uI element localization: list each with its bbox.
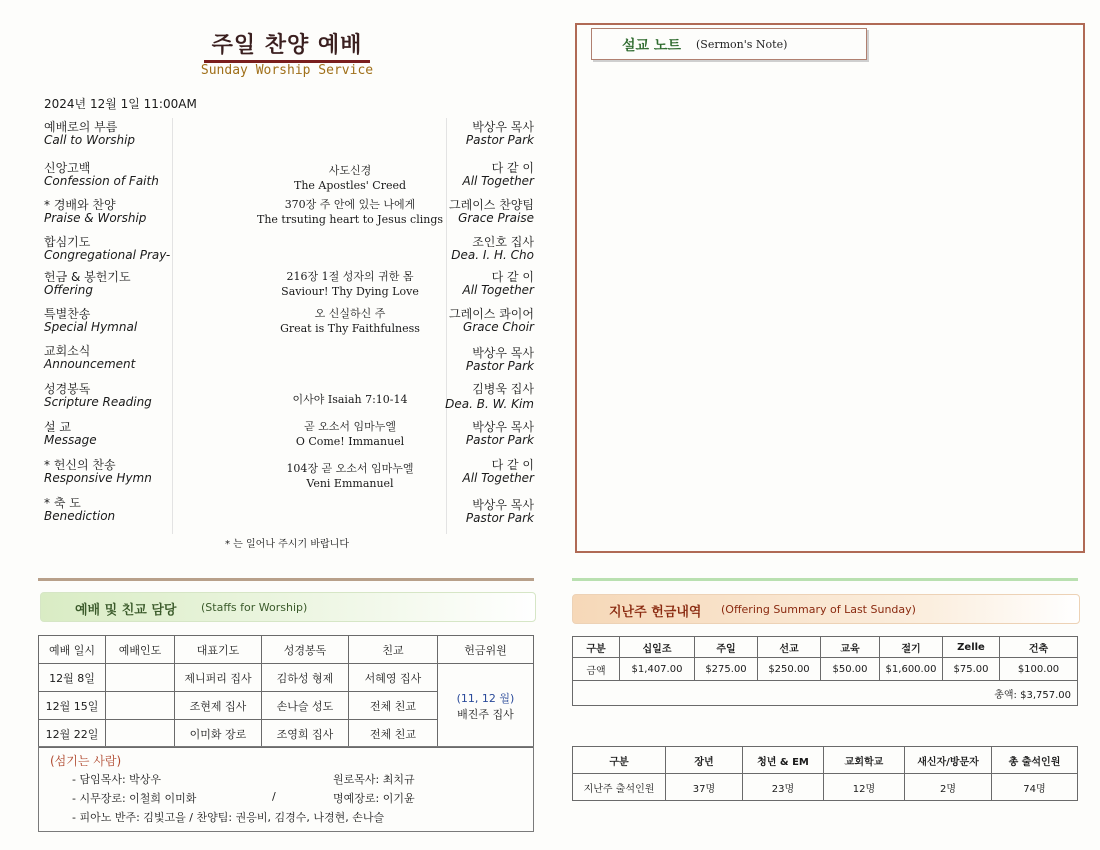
order-item-en: Announcement <box>44 357 136 371</box>
order-item-leader-en: Pastor Park <box>465 133 534 147</box>
table-header: 청년 & EM <box>743 747 824 774</box>
table-cell: 전체 친교 <box>349 692 438 720</box>
honorary-elder: 명예장로: 이기윤 <box>333 792 415 805</box>
order-item-en: Call to Worship <box>44 133 136 147</box>
order-item-detail-en: Great is Thy Faithfulness <box>280 322 420 335</box>
table-header-row <box>573 747 1078 774</box>
table-header: 교육 <box>821 637 880 658</box>
table-header: 예배 일시 <box>39 636 106 664</box>
table-cell: $1,407.00 <box>620 658 695 681</box>
order-item-ko: 교회소식 <box>44 344 91 358</box>
order-item-detail-en: The trsuting heart to Jesus clings <box>256 213 444 226</box>
order-item-ko: 설 교 <box>44 420 71 434</box>
table-row <box>573 681 1078 706</box>
order-item-detail-ko: 이사야 Isaiah 7:10-14 <box>292 393 408 406</box>
table-header: 장년 <box>666 747 743 774</box>
order-item-ko: 합심기도 <box>44 235 91 249</box>
table-header: 성경봉독 <box>262 636 349 664</box>
table-cell: 12월 22일 <box>39 720 106 748</box>
table-cell: 서혜영 집사 <box>349 664 438 692</box>
table-header: Zelle <box>943 637 1000 658</box>
table-header-row <box>573 637 1078 658</box>
offering-section-header <box>572 594 1080 624</box>
table-header: 선교 <box>758 637 821 658</box>
sermon-note-title: 설교 노트 <box>622 38 681 54</box>
staff-section-header <box>40 592 536 622</box>
elder-pastor: 원로목사: 최치규 <box>333 773 415 786</box>
order-item-ko: * 경배와 찬양 <box>44 198 116 212</box>
table-header: 예배인도 <box>106 636 175 664</box>
order-item-leader-en: Grace Choir <box>463 320 534 334</box>
offering-section-subtitle: (Offering Summary of Last Sunday) <box>721 603 916 616</box>
table-row <box>573 658 1078 681</box>
accompanist: - 피아노 반주: 김빛고을 / 찬양팀: 권응비, 김경수, 나경현, 손나슬 <box>72 811 385 824</box>
table-cell: $275.00 <box>695 658 758 681</box>
order-item-leader-ko: 김병욱 집사 <box>472 382 534 396</box>
order-item-leader-en: Grace Praise <box>458 211 534 225</box>
bulletin-title <box>40 28 534 59</box>
order-item-detail-ko: 216장 1절 성자의 귀한 몸 <box>286 270 414 283</box>
column-divider <box>172 118 173 534</box>
table-cell: 74명 <box>992 774 1078 801</box>
table-cell: 지난주 출석인원 <box>573 774 666 801</box>
order-item-detail-en: Veni Emmanuel <box>306 477 394 490</box>
table-row <box>573 774 1078 801</box>
order-item-detail-ko: 오 신실하신 주 <box>314 307 386 320</box>
table-cell: 김하성 형제 <box>262 664 349 692</box>
order-item-detail-ko: 사도신경 <box>328 164 372 177</box>
order-item-ko: 성경봉독 <box>44 382 91 396</box>
table-cell: $100.00 <box>1000 658 1078 681</box>
offering-committee-cell <box>438 664 534 748</box>
order-item-leader-ko: 박상우 목사 <box>472 498 534 512</box>
order-item-leader-en: Pastor Park <box>465 433 534 447</box>
order-item-detail-ko: 곧 오소서 임마누엘 <box>303 420 396 433</box>
order-item-en: Special Hymnal <box>44 320 138 334</box>
table-cell <box>106 664 175 692</box>
table-cell: 조현제 집사 <box>175 692 262 720</box>
table-cell: $50.00 <box>821 658 880 681</box>
order-item-leader-ko: 박상우 목사 <box>472 346 534 360</box>
staff-table <box>38 635 534 748</box>
order-item-leader-en: Pastor Park <box>465 359 534 373</box>
order-item-ko: * 축 도 <box>44 496 81 510</box>
lead-pastor: - 담임목사: 박상우 <box>72 773 162 786</box>
table-header: 대표기도 <box>175 636 262 664</box>
table-cell: 2명 <box>905 774 992 801</box>
sermon-note-header <box>591 28 867 60</box>
bulletin-title-text: 주일 찬양 예배 <box>204 33 371 63</box>
order-item-ko: 신앙고백 <box>44 161 91 175</box>
order-item-ko: * 헌신의 찬송 <box>44 458 116 472</box>
order-item-ko: 특별찬송 <box>44 307 91 321</box>
order-item-detail-en: O Come! Immanuel <box>295 435 405 448</box>
order-item-en: Congregational Pray- <box>44 248 171 262</box>
table-header: 새신자/방문자 <box>905 747 992 774</box>
table-cell: 23명 <box>743 774 824 801</box>
service-date: 2024년 12월 1일 11:00AM <box>44 97 197 111</box>
order-item-en: Responsive Hymn <box>44 471 152 485</box>
table-header: 구분 <box>573 747 666 774</box>
order-item-detail-ko: 104장 곧 오소서 임마누엘 <box>286 462 414 475</box>
table-cell <box>106 720 175 748</box>
attendance-table <box>572 746 1078 801</box>
sermon-note-subtitle: (Sermon's Note) <box>696 38 788 51</box>
offering-section-title: 지난주 헌금내역 <box>609 605 702 620</box>
order-item-leader-en: All Together <box>462 471 534 485</box>
order-item-leader-ko: 박상우 목사 <box>472 420 534 434</box>
table-cell: 12월 8일 <box>39 664 106 692</box>
staff-section-title: 예배 및 친교 담당 <box>75 603 177 618</box>
table-row <box>39 664 534 692</box>
table-cell: 12명 <box>824 774 905 801</box>
order-item-leader-en: Dea. I. H. Cho <box>451 248 534 262</box>
order-item-leader-ko: 그레이스 콰이어 <box>449 307 534 321</box>
table-cell: 조영희 집사 <box>262 720 349 748</box>
table-cell: 12월 15일 <box>39 692 106 720</box>
order-item-en: Confession of Faith <box>44 174 159 188</box>
order-item-leader-en: All Together <box>462 174 534 188</box>
table-header-row <box>39 636 534 664</box>
order-item-leader-ko: 다 같 이 <box>491 458 534 472</box>
table-cell <box>106 692 175 720</box>
order-item-ko: 예배로의 부름 <box>44 120 118 134</box>
order-item-leader-ko: 조인호 집사 <box>472 235 534 249</box>
table-header: 총 출석인원 <box>992 747 1078 774</box>
order-item-en: Message <box>44 433 97 447</box>
table-header: 건축 <box>1000 637 1078 658</box>
offering-table <box>572 636 1078 706</box>
table-cell: 이미화 장로 <box>175 720 262 748</box>
serving-elders: - 시무장로: 이철희 이미화 <box>72 792 197 805</box>
table-cell: 금액 <box>573 658 620 681</box>
order-item-detail-en: The Apostles' Creed <box>293 179 407 192</box>
order-item-en: Praise & Worship <box>44 211 147 225</box>
section-divider <box>38 578 534 581</box>
staff-section-subtitle: (Staffs for Worship) <box>201 601 308 614</box>
table-cell: 전체 친교 <box>349 720 438 748</box>
offering-committee-name: 배진주 집사 <box>457 707 514 721</box>
table-header: 친교 <box>349 636 438 664</box>
table-cell: $1,600.00 <box>880 658 943 681</box>
separator-slash: / <box>272 790 276 803</box>
order-item-detail-ko: 370장 주 안에 있는 나에게 <box>284 198 416 211</box>
order-item-leader-ko: 다 같 이 <box>491 161 534 175</box>
table-header: 헌금위원 <box>438 636 534 664</box>
table-header: 구분 <box>573 637 620 658</box>
servers-title: (섬기는 사람) <box>50 754 122 768</box>
offering-committee-months: (11, 12 월) <box>456 691 515 705</box>
table-cell: 손나슬 성도 <box>262 692 349 720</box>
offering-total: 총액: $3,757.00 <box>573 681 1078 706</box>
section-divider <box>572 578 1078 581</box>
table-cell: $75.00 <box>943 658 1000 681</box>
order-item-en: Scripture Reading <box>44 395 152 409</box>
order-item-detail-en: Saviour! Thy Dying Love <box>281 285 419 298</box>
order-item-leader-en: Dea. B. W. Kim <box>445 397 534 411</box>
order-item-en: Offering <box>44 283 93 297</box>
standing-note: * 는 일어나 주시기 바랍니다 <box>225 539 349 550</box>
table-header: 절기 <box>880 637 943 658</box>
sermon-note-box <box>575 23 1085 553</box>
order-item-leader-ko: 박상우 목사 <box>472 120 534 134</box>
order-item-leader-ko: 그레이스 찬양팀 <box>449 198 534 212</box>
table-header: 주일 <box>695 637 758 658</box>
table-header: 십일조 <box>620 637 695 658</box>
table-cell: 제니퍼리 집사 <box>175 664 262 692</box>
order-item-ko: 헌금 & 봉헌기도 <box>44 270 131 284</box>
table-cell: 37명 <box>666 774 743 801</box>
table-cell: $250.00 <box>758 658 821 681</box>
table-header: 교회학교 <box>824 747 905 774</box>
order-item-en: Benediction <box>44 509 116 523</box>
order-item-leader-en: All Together <box>462 283 534 297</box>
bulletin-subtitle: Sunday Worship Service <box>200 63 374 78</box>
order-item-leader-ko: 다 같 이 <box>491 270 534 284</box>
order-item-leader-en: Pastor Park <box>465 511 534 525</box>
